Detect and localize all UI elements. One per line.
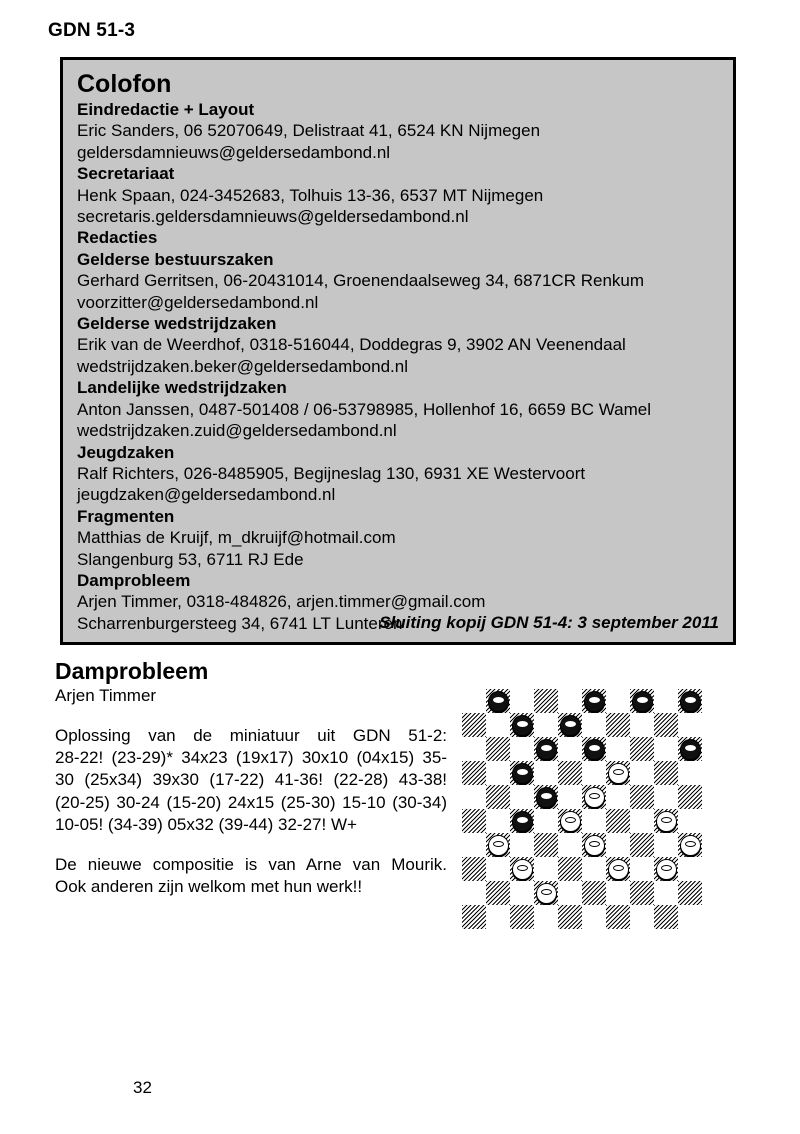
- board-square-light: [510, 785, 534, 809]
- board-square-dark: [558, 713, 582, 737]
- board-square-dark: [534, 785, 558, 809]
- board-square-dark: [678, 689, 702, 713]
- board-square-dark: [630, 737, 654, 761]
- article-author: Arjen Timmer: [55, 685, 157, 705]
- board-square-dark: [654, 905, 678, 929]
- solution-line: (20-25) 30-24 (15-20) 24x15 (25-30) 15-10 (30-34): [55, 792, 447, 812]
- copy-deadline: Sluiting kopij GDN 51-4: 3 september 2011: [379, 613, 719, 632]
- colofon-section-heading: Landelijke wedstrijdzaken: [77, 378, 287, 398]
- black-piece: [680, 739, 701, 760]
- board-square-dark: [534, 689, 558, 713]
- board-square-dark: [510, 905, 534, 929]
- black-piece: [536, 739, 557, 760]
- board-square-light: [486, 713, 510, 737]
- board-square-light: [462, 785, 486, 809]
- board-square-light: [678, 761, 702, 785]
- colofon-section-line: wedstrijdzaken.beker@geldersedambond.nl: [77, 356, 409, 376]
- draughts-board: [462, 689, 702, 929]
- colofon-section-heading: Gelderse bestuurszaken: [77, 249, 274, 269]
- colofon-section-heading: Redacties: [77, 228, 158, 248]
- board-square-light: [486, 905, 510, 929]
- colofon-section-line: Arjen Timmer, 0318-484826, arjen.timmer@gmail.com: [77, 592, 486, 612]
- board-square-dark: [654, 713, 678, 737]
- white-piece: [656, 859, 677, 880]
- closing-line: Ook anderen zijn welkom met hun werk!!: [55, 877, 363, 897]
- board-square-light: [606, 737, 630, 761]
- board-square-light: [654, 785, 678, 809]
- colofon-section-heading: Fragmenten: [77, 506, 175, 526]
- solution-line: 28-22! (23-29)* 34x23 (19x17) 30x10 (04x15) 35-: [55, 748, 447, 768]
- board-square-dark: [462, 713, 486, 737]
- colofon-section-line: Anton Janssen, 0487-501408 / 06-53798985, Hollenhof 16, 6659 BC Wamel: [77, 399, 651, 419]
- board-square-light: [630, 809, 654, 833]
- board-square-dark: [630, 833, 654, 857]
- board-square-dark: [678, 881, 702, 905]
- board-square-dark: [462, 857, 486, 881]
- board-square-dark: [462, 905, 486, 929]
- board-square-dark: [486, 689, 510, 713]
- board-square-dark: [558, 905, 582, 929]
- board-square-light: [630, 905, 654, 929]
- board-square-light: [678, 809, 702, 833]
- board-square-light: [462, 689, 486, 713]
- board-square-light: [510, 689, 534, 713]
- solution-line: Oplossing van de miniatuur uit GDN 51-2:: [55, 725, 447, 745]
- closing-paragraph: [55, 854, 447, 899]
- colofon-section-line: Scharrenburgersteeg 34, 6741 LT Lunteren: [77, 613, 403, 633]
- white-piece: [656, 811, 677, 832]
- white-piece: [488, 835, 509, 856]
- board-square-light: [654, 833, 678, 857]
- board-square-light: [558, 785, 582, 809]
- board-square-dark: [486, 881, 510, 905]
- board-square-dark: [558, 761, 582, 785]
- board-square-dark: [606, 905, 630, 929]
- black-piece: [584, 739, 605, 760]
- colofon-title: Colofon: [77, 70, 172, 98]
- board-square-dark: [486, 737, 510, 761]
- colofon-section-line: geldersdamnieuws@geldersedambond.nl: [77, 142, 391, 162]
- black-piece: [512, 763, 533, 784]
- board-square-dark: [582, 785, 606, 809]
- colofon-section-line: Matthias de Kruijf, m_dkruijf@hotmail.com: [77, 528, 396, 548]
- board-square-dark: [558, 857, 582, 881]
- board-square-dark: [534, 881, 558, 905]
- white-piece: [584, 835, 605, 856]
- board-square-dark: [462, 761, 486, 785]
- board-square-dark: [486, 833, 510, 857]
- board-square-dark: [510, 761, 534, 785]
- board-square-dark: [582, 833, 606, 857]
- board-square-dark: [534, 833, 558, 857]
- board-square-light: [582, 809, 606, 833]
- colofon-section-line: secretaris.geldersdamnieuws@geldersedambond.nl: [77, 207, 469, 227]
- closing-line: De nieuwe compositie is van Arne van Mourik.: [55, 855, 447, 875]
- board-square-light: [534, 809, 558, 833]
- board-square-light: [534, 761, 558, 785]
- board-square-dark: [678, 785, 702, 809]
- board-square-light: [582, 713, 606, 737]
- board-square-light: [582, 905, 606, 929]
- board-square-light: [534, 905, 558, 929]
- board-square-dark: [462, 809, 486, 833]
- colofon-section-line: jeugdzaken@geldersedambond.nl: [77, 485, 336, 505]
- board-square-dark: [510, 857, 534, 881]
- damprobleem-article: [55, 658, 447, 899]
- board-square-light: [606, 881, 630, 905]
- board-square-dark: [510, 809, 534, 833]
- board-square-light: [558, 689, 582, 713]
- board-square-light: [606, 833, 630, 857]
- black-piece: [680, 691, 701, 712]
- board-square-light: [654, 737, 678, 761]
- draughts-diagram: [462, 689, 702, 929]
- board-square-light: [558, 833, 582, 857]
- board-square-light: [486, 857, 510, 881]
- colofon-section-line: Eric Sanders, 06 52070649, Delistraat 41, 6524 KN Nijmegen: [77, 121, 541, 141]
- board-square-dark: [678, 833, 702, 857]
- board-square-light: [630, 857, 654, 881]
- board-square-light: [606, 689, 630, 713]
- black-piece: [488, 691, 509, 712]
- board-square-dark: [654, 809, 678, 833]
- white-piece: [584, 787, 605, 808]
- board-square-light: [678, 713, 702, 737]
- black-piece: [584, 691, 605, 712]
- black-piece: [632, 691, 653, 712]
- board-square-dark: [654, 761, 678, 785]
- board-square-dark: [582, 689, 606, 713]
- board-square-light: [558, 881, 582, 905]
- colofon-section-line: Slangenburg 53, 6711 RJ Ede: [77, 549, 304, 569]
- board-square-dark: [606, 713, 630, 737]
- board-square-dark: [606, 857, 630, 881]
- board-square-dark: [678, 737, 702, 761]
- board-square-light: [558, 737, 582, 761]
- board-square-dark: [510, 713, 534, 737]
- colofon-section-line: voorzitter@geldersedambond.nl: [77, 292, 319, 312]
- white-piece: [680, 835, 701, 856]
- colofon-section-line: Ralf Richters, 026-8485905, Begijneslag 130, 6931 XE Westervoort: [77, 463, 586, 483]
- white-piece: [560, 811, 581, 832]
- board-square-dark: [582, 737, 606, 761]
- board-square-dark: [486, 785, 510, 809]
- board-square-dark: [630, 689, 654, 713]
- white-piece: [608, 859, 629, 880]
- colofon-section-line: Henk Spaan, 024-3452683, Tolhuis 13-36, 6537 MT Nijmegen: [77, 185, 544, 205]
- running-head: GDN 51-3: [48, 20, 136, 41]
- board-square-light: [510, 833, 534, 857]
- board-square-dark: [630, 785, 654, 809]
- board-square-light: [606, 785, 630, 809]
- colofon-section-line: Gerhard Gerritsen, 06-20431014, Groenendaalseweg 34, 6871CR Renkum: [77, 271, 645, 291]
- board-square-dark: [582, 881, 606, 905]
- board-square-light: [678, 905, 702, 929]
- colofon-section-line: wedstrijdzaken.zuid@geldersedambond.nl: [77, 421, 397, 441]
- board-square-light: [486, 761, 510, 785]
- solution-line: 30 (25x34) 39x30 (17-22) 41-36! (22-28) 43-38!: [55, 770, 447, 790]
- board-square-light: [630, 761, 654, 785]
- board-square-light: [630, 713, 654, 737]
- board-square-light: [486, 809, 510, 833]
- colofon-box: [60, 57, 736, 645]
- board-square-dark: [558, 809, 582, 833]
- page-number: 32: [133, 1078, 152, 1097]
- board-square-light: [534, 857, 558, 881]
- board-square-dark: [534, 737, 558, 761]
- black-piece: [512, 715, 533, 736]
- article-title: Damprobleem: [55, 658, 209, 684]
- board-square-light: [462, 881, 486, 905]
- board-square-light: [462, 833, 486, 857]
- board-square-dark: [630, 881, 654, 905]
- board-square-dark: [606, 809, 630, 833]
- black-piece: [512, 811, 533, 832]
- colofon-section-heading: Jeugdzaken: [77, 442, 175, 462]
- white-piece: [512, 859, 533, 880]
- colofon-section-heading: Eindredactie + Layout: [77, 100, 255, 119]
- black-piece: [560, 715, 581, 736]
- board-square-light: [654, 881, 678, 905]
- solution-line: 10-05! (34-39) 05x32 (39-44) 32-27! W+: [55, 814, 357, 834]
- board-square-light: [462, 737, 486, 761]
- white-piece: [536, 883, 557, 904]
- white-piece: [608, 763, 629, 784]
- colofon-section-heading: Damprobleem: [77, 570, 191, 590]
- board-square-light: [678, 857, 702, 881]
- board-square-light: [534, 713, 558, 737]
- solution-paragraph: [55, 725, 447, 836]
- board-square-light: [510, 737, 534, 761]
- colofon-section-heading: Gelderse wedstrijdzaken: [77, 314, 277, 334]
- colofon-section-heading: Secretariaat: [77, 164, 175, 184]
- black-piece: [536, 787, 557, 808]
- board-square-light: [654, 689, 678, 713]
- board-square-dark: [654, 857, 678, 881]
- board-square-dark: [606, 761, 630, 785]
- board-square-light: [582, 857, 606, 881]
- colofon-section-line: Erik van de Weerdhof, 0318-516044, Doddegras 9, 3902 AN Veenendaal: [77, 335, 626, 355]
- board-square-light: [582, 761, 606, 785]
- board-square-light: [510, 881, 534, 905]
